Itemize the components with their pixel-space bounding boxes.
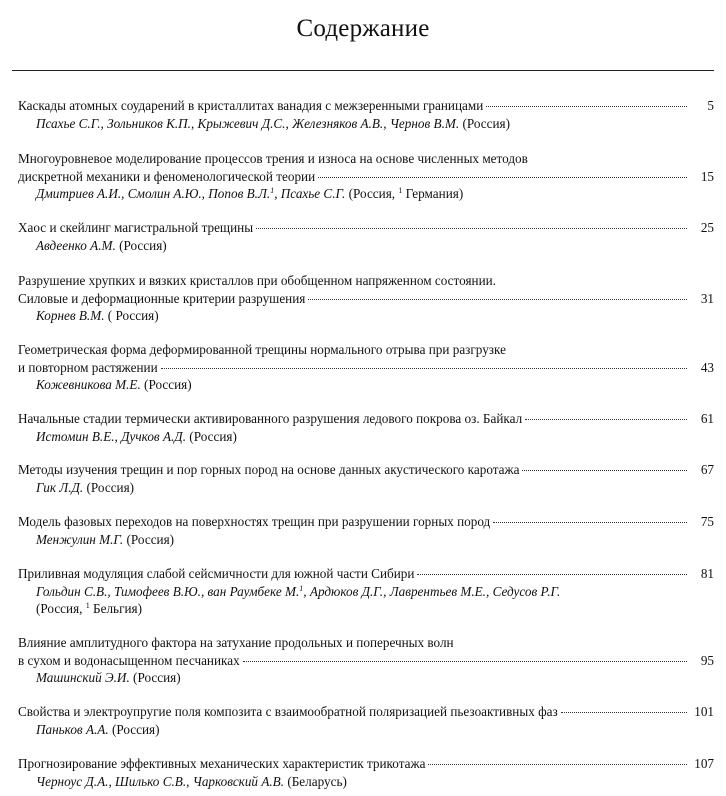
- authors-text: Машинский Э.И.: [36, 670, 130, 685]
- toc-entry[interactable]: [18, 219, 714, 254]
- toc-entry[interactable]: [18, 513, 714, 548]
- dot-leader: [417, 574, 687, 575]
- country-text: (Россия): [86, 479, 135, 495]
- entry-title-line: [18, 652, 690, 670]
- page-number: 61: [700, 411, 714, 426]
- entry-title: Разрушение хрупких и вязких кристаллов при обобщенном напряженном состоянии.: [18, 273, 496, 288]
- entry-country-line: [18, 600, 714, 618]
- entry-title: Влияние амплитудного фактора на затухание продольных и поперечных волн: [18, 635, 454, 650]
- authors-text: Кожевникова М.Е.: [36, 377, 141, 392]
- dot-leader: [243, 661, 687, 662]
- dot-leader: [525, 419, 687, 420]
- country-text: (Россия): [144, 377, 192, 392]
- page-title: Содержание: [296, 15, 430, 42]
- entry-authors: [18, 583, 714, 601]
- country-text: ( Россия): [107, 308, 159, 323]
- entry-title: Модель фазовых переходов на поверхностях трещин при разрушении горных пород: [18, 514, 491, 529]
- authors-text: Паньков А.А.: [36, 721, 109, 737]
- page-number: 5: [707, 98, 714, 113]
- entry-authors: [18, 376, 714, 394]
- page-number: 67: [700, 462, 714, 477]
- dot-leader: [522, 470, 687, 471]
- authors-text: Гольдин С.В., Тимофеев В.Ю., ван Раумбеке М.: [36, 583, 300, 599]
- authors-text: , Псахье С.Г.: [274, 186, 346, 201]
- dot-leader: [161, 368, 687, 369]
- entry-title-line: [18, 359, 690, 377]
- entry-title: Прогнозирование эффективных механических характеристик трикотажа: [18, 756, 426, 771]
- authors-text: Псахье С.Г., Зольников К.П., Крыжевич Д.С., Железняков А.В., Чернов В.М.: [36, 115, 460, 131]
- page-number: 81: [700, 566, 714, 581]
- dot-leader: [486, 106, 687, 107]
- country-text: (Россия, $^1$ Бельгия): [36, 601, 142, 616]
- toc-entry[interactable]: [18, 634, 714, 687]
- toc-entry[interactable]: [18, 272, 714, 325]
- dot-leader: [561, 712, 687, 713]
- entry-title: Силовые и деформационные критерии разрушения: [18, 290, 306, 306]
- toc-entry[interactable]: [18, 755, 714, 790]
- page-number: 15: [700, 168, 714, 184]
- country-text: (Россия): [126, 531, 175, 547]
- entry-title-line: [18, 97, 690, 115]
- country-text: (Беларусь): [287, 773, 347, 789]
- authors-text: Гик Л.Д.: [36, 479, 84, 495]
- entry-title-line: [18, 513, 690, 531]
- dot-leader: [256, 228, 687, 229]
- page-number: 25: [700, 220, 714, 235]
- entry-authors: [18, 237, 714, 255]
- page-number: 107: [694, 756, 714, 771]
- dot-leader: [318, 177, 687, 178]
- country-text: (Россия): [111, 721, 160, 737]
- country-text: (Россия): [189, 428, 237, 444]
- entry-title-line: [18, 755, 690, 773]
- entry-title: в сухом и водонасыщенном песчаниках: [18, 652, 240, 668]
- authors-text: , Ардюков Д.Г., Лаврентьев М.Е., Седусов Р.Г.: [303, 583, 561, 599]
- entry-title-line: [18, 703, 690, 721]
- entry-authors: [18, 428, 714, 446]
- entry-title: Хаос и скейлинг магистральной трещины: [18, 220, 254, 235]
- entry-title: Приливная модуляция слабой сейсмичности для южной части Сибири: [18, 566, 415, 581]
- entry-title: дискретной механики и феноменологической теории: [18, 168, 316, 184]
- authors-text: Корнев В.М.: [36, 308, 105, 323]
- page-number: 95: [700, 652, 714, 668]
- affiliation-mark: 1: [270, 186, 275, 195]
- country-text: (Россия): [119, 237, 167, 253]
- entry-title: и повторном растяжении: [18, 359, 158, 375]
- authors-text: Истомин В.Е., Дучков А.Д.: [36, 428, 186, 444]
- entry-title-line: [18, 168, 690, 186]
- toc-entry[interactable]: [18, 150, 714, 203]
- entry-authors: [18, 773, 714, 791]
- authors-text: Дмитриев А.И., Смолин А.Ю., Попов В.Л.: [36, 186, 271, 201]
- toc-entry[interactable]: [18, 341, 714, 394]
- page-number: 101: [694, 704, 714, 719]
- entry-title: Каскады атомных соударений в кристаллитах ванадия с межзеренными границами: [18, 98, 484, 113]
- toc-entry[interactable]: [18, 410, 714, 445]
- country-text: (Россия, $^1$ Германия): [348, 186, 464, 201]
- toc-entry[interactable]: [18, 703, 714, 738]
- authors-text: Менжулин М.Г.: [36, 531, 124, 547]
- dot-leader: [308, 299, 687, 300]
- entry-title-line: [18, 410, 690, 428]
- entry-title-line: [18, 461, 690, 479]
- entry-authors: [18, 721, 714, 739]
- entry-authors: [18, 479, 714, 497]
- entry-authors: [18, 531, 714, 549]
- affiliation-mark: 1: [299, 583, 304, 593]
- dot-leader: [493, 522, 687, 523]
- entry-authors: [18, 307, 714, 325]
- entry-title: Свойства и электроупругие поля композита с взаимообратной поляризацией пьезоактивных фаз: [18, 704, 558, 719]
- page-number: 75: [700, 514, 714, 529]
- toc-entry[interactable]: [18, 565, 714, 618]
- authors-text: Авдеенко А.М.: [36, 237, 116, 253]
- page-number: 31: [700, 290, 714, 306]
- authors-text: Черноус Д.А., Шилько С.В., Чарковский А.В.: [36, 773, 285, 789]
- entry-authors: [18, 185, 714, 203]
- entry-title-line: [18, 219, 690, 237]
- entry-title-line: [18, 290, 690, 308]
- dot-leader: [428, 764, 687, 765]
- page-number: 43: [700, 359, 714, 375]
- entry-title: Начальные стадии термически активированного разрушения ледового покрова оз. Байкал: [18, 411, 523, 426]
- toc-entry[interactable]: [18, 97, 714, 132]
- country-text: (Россия): [133, 670, 181, 685]
- entry-authors: [18, 669, 714, 687]
- entry-title: Многоуровневое моделирование процессов трения и износа на основе численных методов: [18, 151, 528, 166]
- country-text: (Россия): [462, 115, 510, 131]
- entry-title: Методы изучения трещин и пор горных пород на основе данных акустического каротажа: [18, 462, 520, 477]
- entry-title-line: [18, 565, 690, 583]
- entry-title: Геометрическая форма деформированной трещины нормального отрыва при разгрузке: [18, 342, 506, 357]
- entry-authors: [18, 115, 714, 133]
- toc-entry[interactable]: [18, 461, 714, 496]
